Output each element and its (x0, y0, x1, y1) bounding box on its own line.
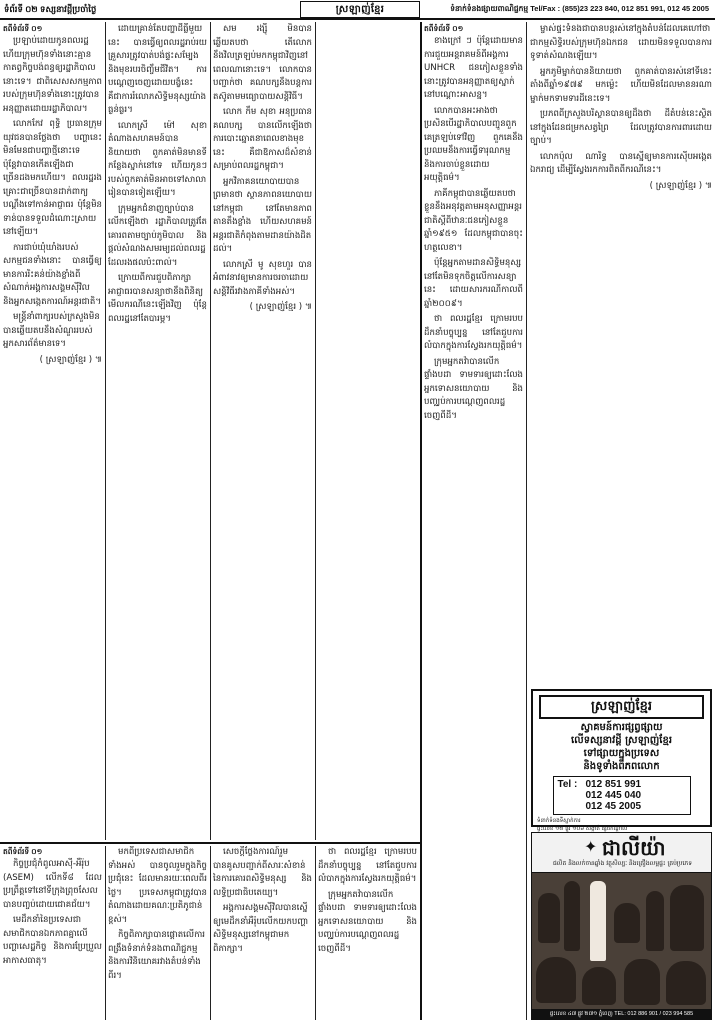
paragraph: ក្រុមអ្នកជំនាញច្បាប់បានលើកឡើងថា រដ្ឋាភិបាលត្រូវតែគោរពតាមច្បាប់ភូមិបាល និងផ្តល់សំណងសមរម្យដល់ពលរដ្ឋដែលរងផលប៉ះពាល់។ (108, 203, 207, 268)
paragraph: សម រង្ស៊ី មិនបានឆ្លើយតបថា តើលោកនឹងវិលត្រឡប់មកកម្ពុជាវិញនៅពេលណានោះទេ។ លោកបានបញ្ជាក់ថា គណបក្សនឹងបន្តការតស៊ូតាមមធ្យោបាយសន្តិវិធី។ (213, 24, 312, 102)
ad-tagline: និងទូទាំងពិភពលោក (583, 761, 660, 772)
column-rule (420, 22, 422, 1020)
paragraph: ប្រភពពីក្រសួងបរិស្ថានបានឲ្យដឹងថា ដីតំបន់នេះស្ថិតនៅក្នុងដែនជម្រកសត្វព្រៃ ដែលត្រូវបានការពារដោយច្បាប់។ (530, 109, 712, 146)
continued-label: តពីទំព័រទី ០១ (424, 24, 464, 33)
vase-icon (670, 885, 704, 951)
ad-address-title: ទំនាក់ទំនងទីស្នាក់ការ (537, 818, 581, 824)
paragraph: លោកកែវ ពុទ្ធិ ប្រធានក្រុមយុវជនបានថ្លែងថា បញ្ហានេះមិនមែនជាបញ្ហាថ្មីនោះទេ ប៉ុន្តែវាបានកើតឡើងជាច្រើនដងមកហើយ។ ពលរដ្ឋរងគ្រោះជាច្រើនបានដាក់ពាក្យបណ្តឹងទៅកាន់អាជ្ញាធរ ប៉ុន្តែមិនទាន់បានទទួលដំណោះស្រាយនៅឡើយ។ (3, 119, 102, 237)
advertisement-jaliya (531, 832, 712, 1020)
ad-tagline: ទៅផ្សាយក្នុងប្រទេស (583, 748, 660, 759)
column-rule (315, 846, 316, 1020)
bottom-article-column-4 (318, 846, 417, 1020)
paragraph: លោកប៉ុល ណារិទ្ធ បានស្នើឲ្យមានការស៊ើបអង្កេតឯករាជ្យ ដើម្បីស្វែងរកការពិតពីករណីនេះ។ (530, 151, 712, 175)
ad-brand-bar (532, 833, 711, 873)
page-header (0, 0, 715, 20)
paragraph: សេចក្តីថ្លែងការណ៍រួមបានគូសបញ្ជាក់ពីសារៈសំខាន់នៃការគោរពសិទ្ធិមនុស្ស និងលទ្ធិប្រជាធិបតេយ្យ។ (213, 847, 312, 898)
page-number: ទំព័រទី ០២ ទស្សនាវដ្តីប្រចាំថ្ងៃ (4, 4, 97, 14)
column-rule (105, 22, 106, 840)
paragraph: មកពីប្រទេសជាសមាជិកទាំងអស់ បានចូលរួមក្នុងកិច្ចប្រជុំនេះ ដែលមានរយៈពេលពីរថ្ងៃ។ ប្រទេសកម្ពុជាត្រូវបានតំណាងដោយគណៈប្រតិភូជាន់ខ្ពស់។ (108, 847, 207, 925)
vase-icon (538, 893, 560, 943)
paragraph: ក្រុមអ្នកតវ៉ាបានលើកផ្ទាំងបដា ទាមទារឲ្យដោះលែងអ្នកទោសនយោបាយ និងបញ្ឈប់ការបណ្តេញពលរដ្ឋចេញពីដី។ (424, 356, 523, 421)
phone-number: 012 851 991 (585, 779, 642, 790)
signoff: ( ស្រឡាញ់ខ្មែរ ) ៕ (249, 302, 312, 312)
bottom-article-column-1 (3, 846, 102, 1020)
paragraph: ក្រុមអ្នកតវ៉ាបានលើកផ្ទាំងបដា ទាមទារឲ្យដោះលែងអ្នកទោសនយោបាយ និងបញ្ឈប់ការបណ្តេញពលរដ្ឋចេញពីដី។ (318, 889, 417, 954)
vase-icon (646, 891, 664, 951)
phone-number: 012 445 040 (585, 790, 642, 801)
signoff: ( ស្រឡាញ់ខ្មែរ ) ៕ (39, 354, 102, 365)
paragraph: ថា ពលរដ្ឋខ្មែរ ក្រោមរបបដឹកនាំបច្ចុប្បន្ន នៅតែជួបការលំបាកក្នុងការស្វែងរកយុត្តិធម៌។ (424, 314, 523, 351)
column-rule (526, 22, 527, 1020)
paragraph: ការជាប់ឃុំឃាំងរបស់សកម្មជនទាំងនោះ បានធ្វើឲ្យមានការរិះគន់យ៉ាងខ្លាំងពីសំណាក់អង្គការសង្គមស៊ីវិល និងអ្នកសង្កេតការណ៍អន្តរជាតិ។ (3, 242, 102, 307)
article-column-4 (424, 23, 523, 1018)
vase-icon (582, 967, 616, 1005)
bottom-article-column-3 (213, 846, 312, 1020)
continued-label: តពីទំព័រទី ០១ (3, 24, 43, 33)
paragraph: លោកស្រី ម៉ៅ សុខា តំណាងសហគមន៍បាននិយាយថា ពួកគាត់មិនមានទីកន្លែងស្នាក់នៅទេ ហើយកូនៗរបស់ពួកគាត់មិនអាចទៅសាលារៀនបានទៀតឡើយ។ (108, 120, 207, 198)
paragraph: អ្នកវិភាគនយោបាយបានព្រមានថា ស្ថានភាពនយោបាយនៅកម្ពុជា នៅតែមានភាពតានតឹងខ្លាំង ហើយសហគមន៍អន្តរជាតិកំពុងតាមដានយ៉ាងដិតដល់។ (213, 176, 312, 254)
vase-icon (536, 957, 576, 1003)
star-icon: ✦ (584, 837, 598, 856)
article-column-1 (3, 23, 102, 839)
ad-tagline: លើទស្សនាវដ្តី ស្រឡាញ់ខ្មែរ (571, 735, 672, 746)
column-rule (315, 22, 316, 840)
article-column-3 (213, 23, 312, 839)
paragraph: ថា ពលរដ្ឋខ្មែរ ក្រោមរបបដឹកនាំបច្ចុប្បន្ន នៅតែជួបការលំបាកក្នុងការស្វែងរកយុត្តិធម៌។ (318, 847, 417, 884)
vase-icon (614, 903, 640, 943)
paragraph: មេដឹកនាំនៃប្រទេសជាសមាជិកបានឯកភាពគ្នាលើបញ្ហាសេដ្ឋកិច្ច និងការប្រែប្រួលអាកាសធាតុ។ (3, 915, 102, 966)
paragraph: លោក កឹម សុខា អនុប្រធានគណបក្ស បានលើកឡើងថា ការបោះឆ្នោតនាពេលខាងមុខនេះ គឺជាឱកាសដ៏សំខាន់សម្រាប់ពលរដ្ឋកម្ពុជា។ (213, 107, 312, 171)
section-divider (0, 842, 420, 844)
person-figure (590, 881, 606, 961)
ad-tagline: ស្វាគមន៍ការផ្សព្វផ្សាយ (580, 722, 663, 733)
phone-label: Tel : (557, 779, 578, 790)
ad-address: ផ្ទះលេខ ១២ ផ្លូវ ១០៦ សង្កាត់ ផ្សារកណ្តាល (537, 826, 628, 832)
continued-label: តពីទំព័រទី ០១ (3, 847, 43, 856)
paragraph: ដោយគ្រាន់តែបញ្ហាដីធ្លីមួយនេះ បានធ្វើឲ្យពលរដ្ឋរាប់រយគ្រួសារត្រូវបាត់បង់ផ្ទះសម្បែង និងមុខរបរចិញ្ចឹមជីវិត។ ការបណ្តេញចេញដោយបង្ខំនេះ គឺជាការរំលោភសិទ្ធិមនុស្សយ៉ាងធ្ងន់ធ្ងរ។ (108, 24, 207, 115)
paragraph: លោកបានអះអាងថា ប្រសិនបើរដ្ឋាភិបាលបញ្ជូនពួកគេត្រឡប់ទៅវិញ ពួកគេនឹងប្រឈមនឹងការធ្វើទារុណកម្ម និងការចាប់ខ្លួនដោយអយុត្តិធម៌។ (424, 105, 523, 183)
paragraph: ម្ចាស់ផ្ទះទំនងជាបានបន្តរស់នៅក្នុងតំបន់ដែលគេហៅថា ជាកម្មសិទ្ធិរបស់ក្រុមហ៊ុនឯកជន ដោយមិនទទួលបានការទូទាត់សំណងឡើយ។ (530, 24, 712, 61)
phone-number: 012 45 2005 (585, 801, 642, 812)
ad-tagline: ផលិត និងលក់ចានឆ្នាំង វត្ថុសិល្បៈ និងគ្រឿងលម្អផ្ទះ គ្រប់ប្រភេទ (552, 860, 693, 867)
paragraph: លោកស្រី មូ សុខហួរ បានអំពាវនាវឲ្យមានការចរចាដោយសន្តិវិធីរវាងភាគីទាំងអស់។ (213, 259, 312, 297)
paragraph: ប្រឡាប់ដោយកូនពលរដ្ឋ ហើយក្រុមហ៊ុនទាំងនោះគ្មានកាតព្វកិច្ចបង់ពន្ធឲ្យរដ្ឋាភិបាលនោះទេ។ ជាពិសេសសកម្មភាពរបស់ក្រុមហ៊ុនទាំងនោះត្រូវបានអនុញ្ញាតដោយរដ្ឋាភិបាល។ (3, 36, 102, 114)
contact-line: ទំនាក់ទំនងផ្សាយពាណិជ្ជកម្ម Tel/Fax : (855)23 223 840, 012 851 991, 012 45 2005 (450, 4, 709, 13)
paragraph: អ្នកភូមិម្នាក់បាននិយាយថា ពួកគាត់បានរស់នៅទីនេះតាំងពីឆ្នាំ១៩៧៩ មកម្ល៉េះ ហើយមិនដែលមាននរណាម្នាក់មកទាមទារដីនេះទេ។ (530, 66, 712, 104)
vase-icon (666, 961, 706, 1005)
ad-banner-title: ស្រឡាញ់ខ្មែរ (539, 695, 704, 719)
vase-icon (564, 881, 580, 951)
masthead-title: ស្រឡាញ់ខ្មែរ (300, 1, 420, 18)
ad-footer: ផ្ទះលេខ ៤៧ ផ្លូវ ២៧១ ភ្នំពេញ TEL: 012 886 901 / 023 994 585 (532, 1009, 711, 1019)
ad-logo: ជាលីយ៉ា (602, 836, 666, 860)
advertisement-srolanh-khmer (531, 689, 712, 832)
vase-icon (624, 959, 660, 1005)
column-rule (210, 846, 211, 1020)
bottom-article-column-2 (108, 846, 207, 1020)
paragraph: កិច្ចប្រជុំកំពូលអាស៊ី-អឺរ៉ុប (ASEM) លើកទី៨ ដែលប្រព្រឹត្តទៅនៅទីក្រុងព្រុចសែល បានបញ្ចប់ដោយជោគជ័យ។ (3, 859, 102, 910)
paragraph: ប៉ុន្តែអ្នកតាមដានសិទ្ធិមនុស្ស នៅតែមិនទុកចិត្តលើការសន្យានេះ ដោយសារករណីកាលពីឆ្នាំ២០០៩។ (424, 258, 523, 309)
paragraph: ខាងក្រៅ ៗ ប៉ុន្តែដោយមានការជួយអន្តរាគមន៍ពីអង្គការ UNHCR ជនភៀសខ្លួនទាំងនោះត្រូវបានអនុញ្ញាតឲ្យស្នាក់នៅបណ្តោះអាសន្ន។ (424, 36, 523, 100)
article-column-2 (108, 23, 207, 839)
paragraph: កិច្ចពិភាក្សាបានផ្តោតលើការពង្រឹងទំនាក់ទំនងពាណិជ្ជកម្ម និងការវិនិយោគរវាងតំបន់ទាំងពីរ។ (108, 930, 205, 981)
signoff: ( ស្រឡាញ់ខ្មែរ ) ៕ (649, 180, 712, 191)
column-rule (210, 22, 211, 840)
paragraph: អង្គការសង្គមស៊ីវិលបានស្នើឲ្យមេដឹកនាំអឺរ៉ុបលើកយកបញ្ហាសិទ្ធិមនុស្សនៅកម្ពុជាមកពិភាក្សា។ (213, 903, 309, 954)
article-column-5 (530, 23, 712, 685)
column-rule (105, 846, 106, 1020)
paragraph: ក្រោយពីការជួបពិភាក្សា អាជ្ញាធរបានសន្យាថានឹងពិនិត្យមើលករណីនេះឡើងវិញ ប៉ុន្តែពលរដ្ឋនៅតែបារម្ភ។ (108, 273, 207, 324)
paragraph: ភាគីកម្ពុជាបានឆ្លើយតបថា ខ្លួននឹងអនុវត្តតាមអនុសញ្ញាអន្តរជាតិស្តីពីឋានៈជនភៀសខ្លួន ឆ្នាំ១៩៥១ ដែលកម្ពុជាបានចុះហត្ថលេខា។ (424, 188, 523, 253)
paragraph: មន្ត្រីនាំពាក្យរបស់ក្រសួងមិនបានឆ្លើយតបនឹងសំណួររបស់អ្នកសារព័ត៌មានទេ។ (3, 312, 100, 349)
ad-phone-box (553, 776, 691, 815)
